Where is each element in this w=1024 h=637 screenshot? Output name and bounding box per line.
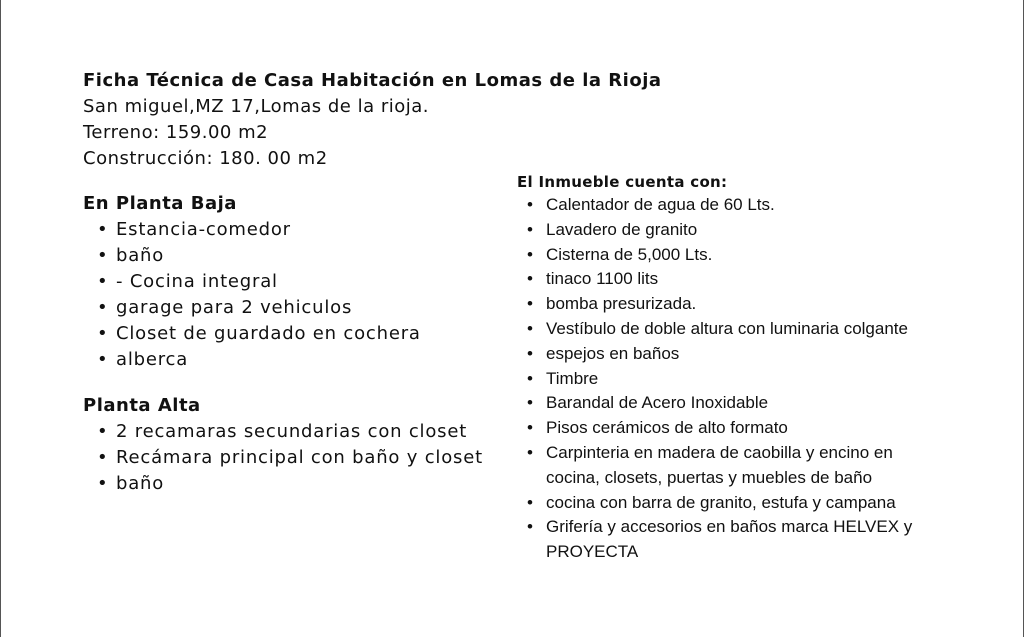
item-line: Timbre (546, 368, 599, 388)
list-item: • Recámara principal con baño y closet (83, 445, 523, 471)
list-item: • garage para 2 vehiculos (83, 295, 523, 321)
list-item (517, 218, 1017, 243)
list-item (517, 441, 1017, 491)
list-item (517, 416, 1017, 441)
list-item (517, 515, 1017, 565)
list-item: • baño (83, 243, 523, 269)
amenities-heading: El Inmueble cuenta con: (517, 173, 728, 191)
item-line: cocina, closets, puertas y muebles de baño (546, 467, 873, 487)
document-title: Ficha Técnica de Casa Habitación en Lomas de la Rioja (83, 70, 662, 91)
item-line: Calentador de agua de 60 Lts. (546, 195, 775, 214)
item-line: Barandal de Acero Inoxidable (546, 393, 769, 413)
item-line: Carpinteria en madera de caobilla y encino en (546, 442, 893, 462)
right-column (517, 171, 1017, 565)
construccion-text: Construcción: 180. 00 m2 (83, 148, 328, 169)
item-line: Vestíbulo de doble altura con luminaria colgante (546, 318, 908, 338)
list-item: • Closet de guardado en cochera (83, 321, 523, 347)
list-item (517, 391, 1017, 416)
list-item (517, 491, 1017, 516)
planta-alta-list (83, 419, 523, 497)
item-line: bomba presurizada. (546, 294, 697, 314)
item-line: PROYECTA (546, 542, 639, 562)
item-line: Cisterna de 5,000 Lts. (546, 244, 713, 264)
planta-baja-heading: En Planta Baja (83, 193, 237, 214)
list-item: • Estancia-comedor (83, 217, 523, 243)
planta-alta-heading: Planta Alta (83, 395, 201, 416)
planta-baja-list (83, 217, 523, 373)
address-text: San miguel,MZ 17,Lomas de la rioja. (83, 96, 429, 117)
item-line: tinaco 1100 lits (546, 269, 659, 289)
list-item (517, 267, 1017, 292)
list-item (517, 342, 1017, 367)
item-line: Lavadero de granito (546, 219, 698, 239)
list-item: • 2 recamaras secundarias con closet (83, 419, 523, 445)
item-line: espejos en baños (546, 343, 680, 363)
list-item (517, 193, 1017, 218)
item-line: Pisos cerámicos de alto formato (546, 418, 788, 438)
list-item (517, 317, 1017, 342)
list-item: • - Cocina integral (83, 269, 523, 295)
list-item: • alberca (83, 347, 523, 373)
item-line: cocina con barra de granito, estufa y campana (546, 492, 896, 512)
list-item (517, 367, 1017, 392)
amenities-list (517, 193, 1017, 565)
list-item: • baño (83, 471, 523, 497)
terreno-text: Terreno: 159.00 m2 (83, 122, 269, 143)
item-line: Grifería y accesorios en baños marca HELVEX y (546, 517, 913, 537)
list-item (517, 292, 1017, 317)
list-item (517, 243, 1017, 268)
